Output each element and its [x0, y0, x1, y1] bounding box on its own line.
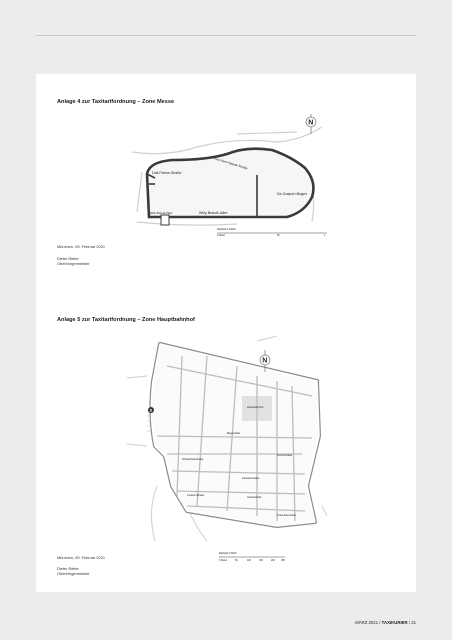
scale-tick: 100 — [247, 559, 251, 562]
scale-tick: 1 — [324, 234, 326, 236]
annex-4-signer-name: Dieter Reiter — [57, 256, 79, 261]
label-lindwurmstrasse: Lindwurmstraße — [187, 494, 205, 497]
scale-ratio: Maßstab 1:10000 — [217, 228, 236, 231]
label-willy-brandt-platz: Willy-Brandt-Platz — [150, 211, 173, 215]
label-sonnenstrasse: Sonnenstraße — [277, 454, 293, 457]
scale-tick: 50 — [235, 559, 238, 562]
north-label: N — [308, 119, 314, 127]
annex-4-place-date: München, 05. Februar 2021 — [57, 244, 106, 249]
label-dali-palme-strasse: Dali-Palme-Straße — [152, 171, 182, 175]
scale-tick: 50 — [277, 234, 280, 236]
label-schwanthalerstrasse: Schwanthalerstraße — [182, 458, 204, 461]
annex-4-signer-role: Oberbürgermeister — [57, 261, 90, 266]
footer-page-number: / 21 — [407, 620, 416, 625]
annex-4-title: Anlage 4 zur Taxitarifordnung – Zone Messe — [57, 99, 175, 105]
label-bayerstrasse: Bayerstraße — [227, 432, 241, 435]
scale-tick: 250 — [281, 559, 285, 562]
scale-bar — [217, 228, 327, 236]
scale-tick: 200 — [271, 559, 275, 562]
map-zone-messe — [127, 112, 327, 236]
annex-5-title: Anlage 5 zur Taxitarifordnung – Zone Hauptbahnhof — [57, 317, 195, 323]
label-pettenkoferstrasse: Pettenkoferstraße — [277, 514, 297, 517]
footer-magazine: TAXIKURIER — [381, 620, 408, 625]
document-page — [36, 74, 416, 592]
label-willy-brandt-allee: Willy-Brandt-Allee — [199, 211, 228, 215]
s-bahn-icon — [148, 407, 154, 413]
label-goethestrasse: Goethestraße — [247, 496, 262, 499]
scale-tick: 150 — [259, 559, 263, 562]
label-hauptbahnhof: Hauptbahnhof — [247, 406, 264, 409]
scale-ratio: Maßstab 1:5000 — [219, 552, 237, 555]
label-paul-henri-spaak-strasse: Paul-Henri-Spaak-Straße — [212, 156, 249, 171]
map-zone-hauptbahnhof — [127, 336, 327, 544]
zone-boundary — [147, 149, 313, 217]
page-footer — [355, 620, 416, 625]
willy-brandt-platz-marker — [161, 215, 169, 225]
label-landwehrstrasse: Landwehrstraße — [242, 477, 260, 480]
annex-5-signer-role: Oberbürgermeister — [57, 571, 90, 576]
svg-text:S: S — [149, 407, 153, 413]
scale-bar-hbf — [219, 550, 299, 566]
north-label: N — [262, 357, 268, 365]
footer-issue: MÄRZ 2021 / — [355, 620, 382, 625]
scale-tick: 0 Meter — [219, 559, 228, 562]
label-de-gasperi-bogen: De-Gasperi-Bogen — [277, 192, 307, 196]
annex-5-place-date: München, 05. Februar 2021 — [57, 555, 106, 560]
annex-5-signer-name: Dieter Reiter — [57, 566, 79, 571]
header-rule — [36, 35, 416, 36]
scale-tick: 0 Meter — [217, 234, 226, 236]
